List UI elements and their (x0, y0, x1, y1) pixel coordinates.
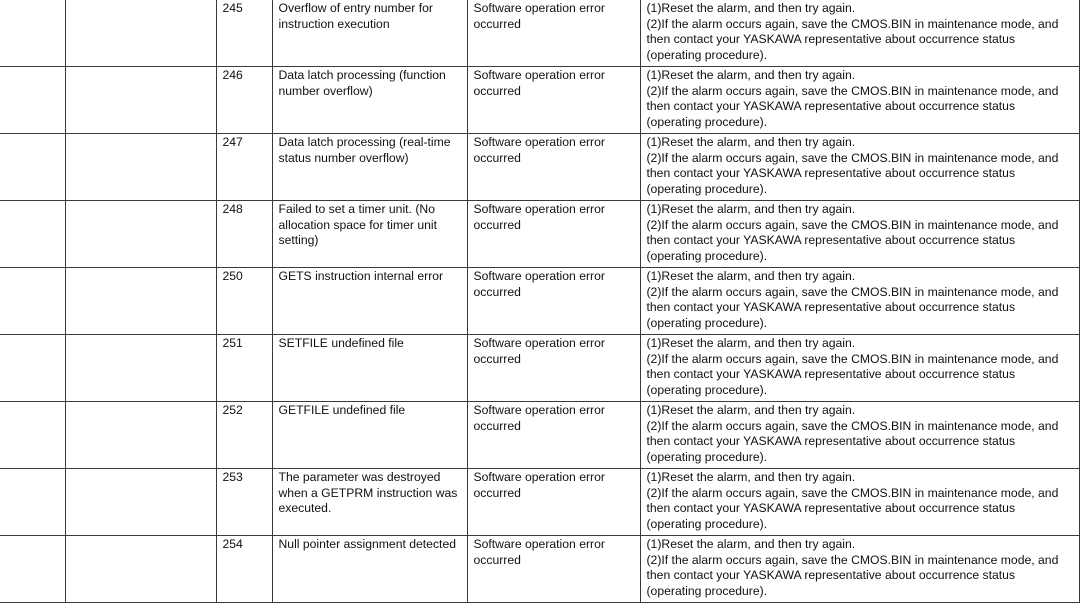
alarm-meaning-cell: Data latch processing (function number overflow) (272, 67, 467, 134)
empty-cell-group (0, 536, 65, 603)
alarm-cause-cell: Software operation error occurred (467, 469, 640, 536)
empty-cell-group (0, 335, 65, 402)
alarm-remedy-cell: (1)Reset the alarm, and then try again. (2)If the alarm occurs again, save the CMOS.BIN in maintenance mode, and then contact your YASKAWA representative about occurrence status (operating procedure). (640, 0, 1079, 67)
alarm-cause-cell: Software operation error occurred (467, 67, 640, 134)
alarm-cause-cell: Software operation error occurred (467, 201, 640, 268)
alarm-code-cell: 250 (216, 268, 272, 335)
alarm-remedy-cell: (1)Reset the alarm, and then try again. (2)If the alarm occurs again, save the CMOS.BIN in maintenance mode, and then contact your YASKAWA representative about occurrence status (operating procedure). (640, 335, 1079, 402)
alarm-code-cell: 246 (216, 67, 272, 134)
table-row (0, 469, 1079, 536)
empty-cell-subgroup (65, 469, 216, 536)
empty-cell-subgroup (65, 134, 216, 201)
empty-cell-group (0, 67, 65, 134)
empty-cell-subgroup (65, 268, 216, 335)
alarm-cause-cell: Software operation error occurred (467, 335, 640, 402)
alarm-cause-cell: Software operation error occurred (467, 536, 640, 603)
table-row (0, 268, 1079, 335)
table-row (0, 335, 1079, 402)
table-row (0, 67, 1079, 134)
alarm-meaning-cell: Null pointer assignment detected (272, 536, 467, 603)
empty-cell-group (0, 268, 65, 335)
empty-cell-group (0, 201, 65, 268)
empty-cell-group (0, 469, 65, 536)
alarm-remedy-cell: (1)Reset the alarm, and then try again. (2)If the alarm occurs again, save the CMOS.BIN in maintenance mode, and then contact your YASKAWA representative about occurrence status (operating procedure). (640, 402, 1079, 469)
table-row (0, 536, 1079, 603)
table-row (0, 134, 1079, 201)
empty-cell-subgroup (65, 0, 216, 67)
alarm-remedy-cell: (1)Reset the alarm, and then try again. (2)If the alarm occurs again, save the CMOS.BIN in maintenance mode, and then contact your YASKAWA representative about occurrence status (operating procedure). (640, 268, 1079, 335)
empty-cell-group (0, 402, 65, 469)
empty-cell-group (0, 0, 65, 67)
alarm-cause-cell: Software operation error occurred (467, 0, 640, 67)
empty-cell-subgroup (65, 67, 216, 134)
alarm-meaning-cell: GETFILE undefined file (272, 402, 467, 469)
empty-cell-subgroup (65, 335, 216, 402)
table-row (0, 0, 1079, 67)
alarm-remedy-cell: (1)Reset the alarm, and then try again. (2)If the alarm occurs again, save the CMOS.BIN in maintenance mode, and then contact your YASKAWA representative about occurrence status (operating procedure). (640, 201, 1079, 268)
empty-cell-subgroup (65, 201, 216, 268)
alarm-meaning-cell: Failed to set a timer unit. (No allocation space for timer unit setting) (272, 201, 467, 268)
alarm-meaning-cell: Overflow of entry number for instruction execution (272, 0, 467, 67)
empty-cell-subgroup (65, 536, 216, 603)
alarm-remedy-cell: (1)Reset the alarm, and then try again. (2)If the alarm occurs again, save the CMOS.BIN in maintenance mode, and then contact your YASKAWA representative about occurrence status (operating procedure). (640, 469, 1079, 536)
table-row (0, 201, 1079, 268)
alarm-code-cell: 254 (216, 536, 272, 603)
table-row (0, 402, 1079, 469)
alarm-code-cell: 247 (216, 134, 272, 201)
alarm-remedy-cell: (1)Reset the alarm, and then try again. (2)If the alarm occurs again, save the CMOS.BIN in maintenance mode, and then contact your YASKAWA representative about occurrence status (operating procedure). (640, 536, 1079, 603)
empty-cell-group (0, 134, 65, 201)
alarm-remedy-cell: (1)Reset the alarm, and then try again. (2)If the alarm occurs again, save the CMOS.BIN in maintenance mode, and then contact your YASKAWA representative about occurrence status (operating procedure). (640, 134, 1079, 201)
alarm-meaning-cell: The parameter was destroyed when a GETPRM instruction was executed. (272, 469, 467, 536)
alarm-code-cell: 252 (216, 402, 272, 469)
empty-cell-subgroup (65, 402, 216, 469)
alarm-cause-cell: Software operation error occurred (467, 134, 640, 201)
alarm-code-cell: 251 (216, 335, 272, 402)
alarm-meaning-cell: SETFILE undefined file (272, 335, 467, 402)
alarm-code-cell: 253 (216, 469, 272, 536)
alarm-meaning-cell: GETS instruction internal error (272, 268, 467, 335)
alarm-code-cell: 245 (216, 0, 272, 67)
alarm-remedy-cell: (1)Reset the alarm, and then try again. (2)If the alarm occurs again, save the CMOS.BIN in maintenance mode, and then contact your YASKAWA representative about occurrence status (operating procedure). (640, 67, 1079, 134)
alarm-cause-cell: Software operation error occurred (467, 402, 640, 469)
alarm-cause-cell: Software operation error occurred (467, 268, 640, 335)
alarm-code-cell: 248 (216, 201, 272, 268)
alarm-meaning-cell: Data latch processing (real-time status number overflow) (272, 134, 467, 201)
